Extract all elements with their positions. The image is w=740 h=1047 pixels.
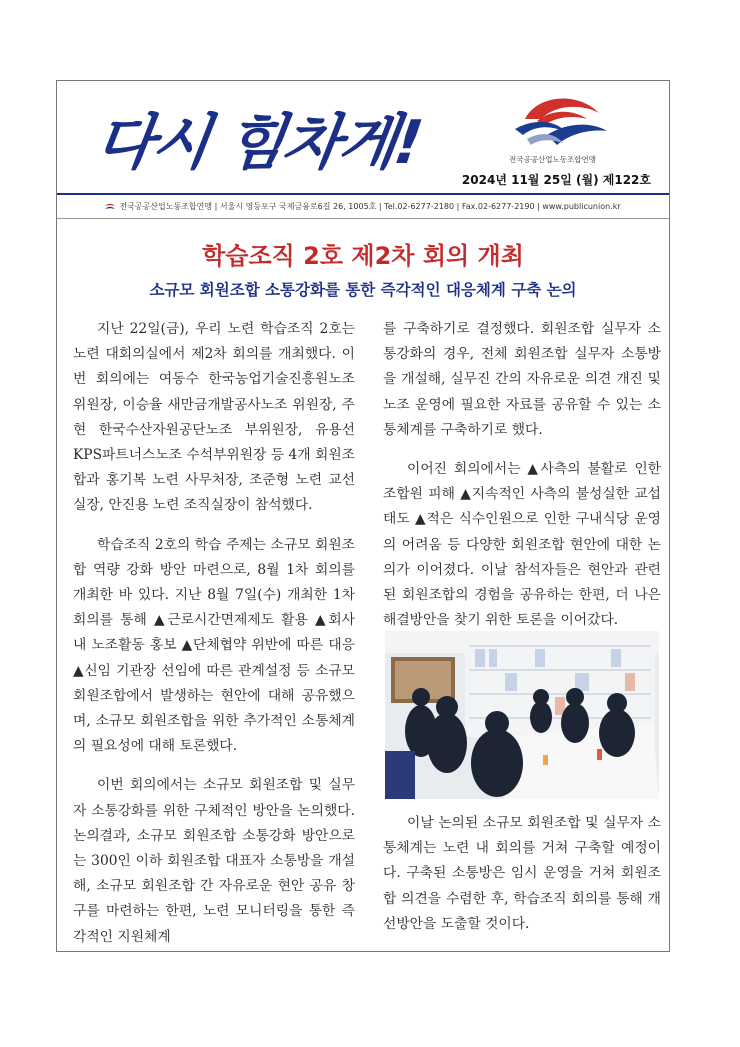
article-paragraph: 이번 회의에서는 소규모 회원조합 및 실무자 소통강화를 위한 구체적인 방안을 논의했다. 논의결과, 소규모 회원조합 소통강화 방안으로는 300인 이하 회원조합 대표자 소통방을 개설해, 소규모 회원조합 간 자유로운 현안 공유 창구를 마련하는 한편, 노련 모니터링을 통한 즉각적인 지원체계 <box>73 777 355 945</box>
article-headline: 학습조직 2호 제2차 회의 개최 <box>202 242 524 270</box>
contact-text: 전국공공산업노동조합연맹 | 서울시 영등포구 국제금융로6길 26, 1005호 | Tel.02-6277-2180 | Fax.02-6277-2190 | www.publicunion.kr <box>119 202 621 211</box>
meeting-photo <box>385 631 659 799</box>
article-column-right-bottom <box>383 811 661 951</box>
article-paragraph: 이날 논의된 소규모 회원조합 및 실무자 소통체계는 노련 내 회의를 거쳐 구축할 예정이다. 구축된 소통방은 임시 운영을 거쳐 회원조합 의견을 수렴한 후, 학습조직 회의를 통해 개선방안을 도출할 것이다. <box>383 815 661 932</box>
article-column-right <box>383 317 661 647</box>
header-divider <box>57 193 669 195</box>
article-paragraph: 이어진 회의에서는 ▲사측의 불활로 인한 조합원 피해 ▲지속적인 사측의 불성실한 교섭 태도 ▲적은 식수인원으로 인한 구내식당 운영의 어려움 등 다양한 회원조합 현안에 대한 논의가 이어졌다. 이날 참석자들은 현안과 관련된 회원조합의 경험을 공유하는 한편, 더 나은 해결방안을 찾기 위한 토론을 이어갔다. <box>383 461 661 629</box>
article-paragraph: 지난 22일(금), 우리 노련 학습조직 2호는 노련 대회의실에서 제2차 회의를 개최했다. 이번 회의에는 여동수 한국농업기술진흥원노조 위원장, 이승율 새만금개발공사노조 위원장, 주현 한국수산자원공단노조 부위원장, 유용선 KPS파트너스노조 수석부위원장 등 4개 회원조합과 홍기복 노련 사무처장, 조준형 노련 교선실장, 안진용 노련 조직실장이 참석했다. <box>73 321 355 514</box>
org-name-small: 전국공공산업노동조합연맹 <box>509 155 596 164</box>
article-subheadline: 소규모 회원조합 소통강화를 통한 즉각적인 대응체계 구축 논의 <box>149 280 577 299</box>
article-paragraph: 를 구축하기로 결정했다. 회원조합 실무자 소통강화의 경우, 전체 회원조합 실무자 소통방을 개설해, 실무진 간의 자유로운 의견 개진 및 노조 운영에 필요한 자료를 공유할 수 있는 소통체계를 구축하기로 했다. <box>383 321 661 438</box>
union-logo-icon <box>507 89 617 159</box>
article-column-left <box>73 317 355 964</box>
mini-logo-icon <box>105 203 115 211</box>
article-paragraph: 학습조직 2호의 학습 주제는 소규모 회원조합 역량 강화 방안 마련으로, 8월 1차 회의를 개최한 바 있다. 지난 8월 7일(수) 개최한 1차 회의를 통해 ▲근로시간면제제도 활용 ▲회사 내 노조활동 홍보 ▲단체협약 위반에 따른 대응 ▲신임 기관장 선임에 따른 관계설정 등 소규모 회원조합에서 발생하는 현안에 대해 공유했으며, 소규모 회원조합을 위한 추가적인 소통체계의 필요성에 대해 토론했다. <box>73 536 355 755</box>
contact-bar <box>57 198 669 216</box>
issue-date: 2024년 11월 25일 (월) 제122호 <box>461 173 651 187</box>
contact-divider <box>57 218 669 219</box>
newsletter-title: 다시 힘차게! <box>91 108 426 178</box>
newsletter-page <box>56 80 670 952</box>
masthead <box>57 81 669 191</box>
